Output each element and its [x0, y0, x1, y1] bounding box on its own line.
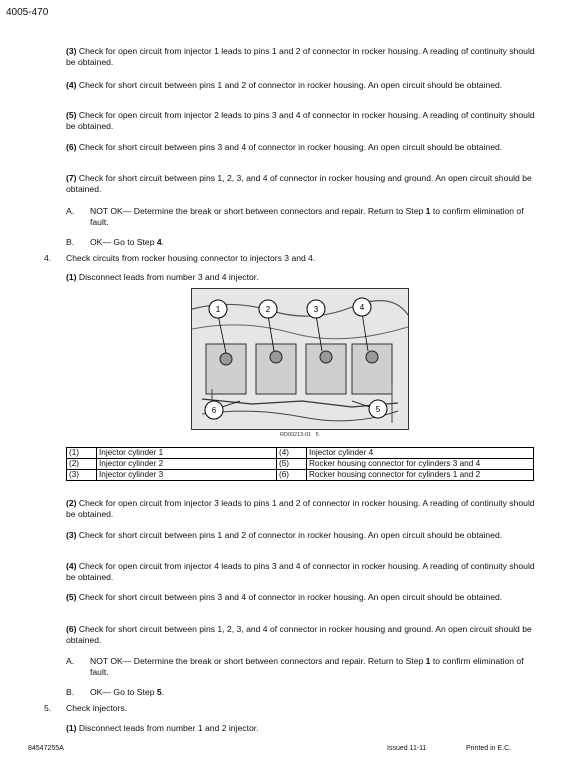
legend-num: (5) — [277, 459, 307, 470]
step-title: Check injectors. — [66, 703, 128, 713]
sub-step — [66, 272, 536, 283]
callout-6 — [205, 401, 223, 419]
callout-3-label: 3 — [313, 305, 319, 314]
callout-1 — [209, 300, 227, 318]
step-item-num: (4) — [66, 80, 77, 90]
option-b-label: B. — [66, 237, 75, 247]
step-item-num: (6) — [66, 142, 77, 152]
step-item-num: (3) — [66, 46, 77, 56]
legend-num: (2) — [67, 459, 97, 470]
option-a-label: A. — [66, 206, 75, 216]
step-item — [66, 142, 536, 153]
step-item-text: Check for open circuit from injector 3 leads to pins 1 and 2 of connector in rocker housing. A reading of continuity should be obtained. — [66, 498, 535, 520]
legend-num: (6) — [277, 470, 307, 481]
step-item — [66, 173, 536, 195]
step-item-num: (6) — [66, 624, 77, 634]
step-title: Check circuits from rocker housing connector to injectors 3 and 4. — [66, 253, 316, 263]
step-number: 5. — [44, 703, 52, 713]
callout-5-label: 5 — [375, 405, 381, 414]
step-item — [66, 530, 536, 541]
callout-4-label: 4 — [359, 303, 365, 312]
option-b-label: B. — [66, 687, 75, 697]
legend-desc: Injector cylinder 2 — [97, 459, 277, 470]
option-a-text — [90, 656, 536, 678]
callout-5 — [369, 400, 387, 418]
option-a-step: 1 — [425, 206, 431, 216]
callout-4 — [353, 298, 371, 316]
sub-step-text: Disconnect leads from number 1 and 2 injector. — [78, 723, 259, 733]
footer-printed: Printed in E.C. — [466, 745, 512, 752]
sub-step-num: (1) — [66, 723, 77, 733]
step-number: 4. — [44, 253, 52, 263]
step-item-num: (5) — [66, 110, 77, 120]
callout-2-label: 2 — [265, 305, 271, 314]
step-item — [66, 80, 536, 91]
step-item-num: (7) — [66, 173, 77, 183]
figure-caption-number: 5 — [315, 432, 319, 438]
legend-desc: Injector cylinder 3 — [97, 470, 277, 481]
legend-desc: Injector cylinder 4 — [307, 448, 534, 459]
step-item-text: Check for short circuit between pins 3 and 4 of connector in rocker housing. An open circuit should be obtained. — [78, 592, 503, 602]
option-a-text-end: to confirm elimination of fault. — [90, 206, 524, 228]
table-row — [67, 448, 534, 459]
option-b-text-main: OK— Go to Step — [90, 687, 157, 697]
step-item — [66, 592, 536, 603]
option-b-period: . — [161, 687, 165, 697]
step-item — [66, 46, 536, 68]
callout-6-label: 6 — [211, 406, 217, 415]
engine-injector-illustration — [191, 288, 409, 430]
option-b-text-main: OK— Go to Step — [90, 237, 157, 247]
legend-desc: Rocker housing connector for cylinders 3 and 4 — [307, 459, 534, 470]
legend-num: (1) — [67, 448, 97, 459]
step-item — [66, 561, 536, 583]
table-row — [67, 459, 534, 470]
callout-2 — [259, 300, 277, 318]
option-a-label: A. — [66, 656, 75, 666]
callout-3 — [307, 300, 325, 318]
option-b-text — [90, 687, 164, 698]
callout-1-label: 1 — [215, 305, 221, 314]
option-a-text-end: to confirm elimination of fault. — [90, 656, 524, 678]
sub-step-text: Disconnect leads from number 3 and 4 injector. — [78, 272, 259, 282]
step-item-text: Check for open circuit from injector 1 leads to pins 1 and 2 of connector in rocker housing. A reading of continuity should be obtained. — [66, 46, 535, 68]
step-item-num: (2) — [66, 498, 77, 508]
page-header-number: 4005-470 — [6, 7, 49, 18]
legend-desc: Rocker housing connector for cylinders 1 and 2 — [307, 470, 534, 481]
sub-step-num: (1) — [66, 272, 77, 282]
sub-step — [66, 723, 536, 734]
step-item-text: Check for short circuit between pins 1 and 2 of connector in rocker housing. An open circuit should be obtained. — [78, 530, 503, 540]
table-row — [67, 470, 534, 481]
figure-caption — [280, 432, 319, 438]
legend-table — [66, 447, 534, 481]
step-item — [66, 498, 536, 520]
step-item-num: (4) — [66, 561, 77, 571]
option-a-text-main: NOT OK— Determine the break or short between connectors and repair. Return to Step — [90, 656, 426, 666]
step-item-text: Check for short circuit between pins 1 and 2 of connector in rocker housing. An open circuit should be obtained. — [78, 80, 503, 90]
option-b-step: 4 — [156, 237, 162, 247]
step-item-text: Check for short circuit between pins 3 and 4 of connector in rocker housing. An open circuit should be obtained. — [78, 142, 503, 152]
figure-caption-id: RD00213-01 — [280, 432, 312, 438]
footer-issued: Issued 11-11 — [387, 745, 427, 752]
step-item-text: Check for open circuit from injector 4 leads to pins 3 and 4 of connector in rocker housing. A reading of continuity should be obtained. — [66, 561, 535, 583]
step-item — [66, 110, 536, 132]
step-item-num: (5) — [66, 592, 77, 602]
step-item — [66, 624, 536, 646]
step-item-text: Check for short circuit between pins 1, 2, 3, and 4 of connector in rocker housing and ground. An open circuit should be obtained. — [66, 624, 532, 646]
option-a-text — [90, 206, 536, 228]
engine-drawing — [192, 289, 408, 429]
step-item-text: Check for open circuit from injector 2 leads to pins 3 and 4 of connector in rocker housing. A reading of continuity should be obtained. — [66, 110, 535, 132]
option-a-step: 1 — [425, 656, 431, 666]
option-b-step: 5 — [156, 687, 162, 697]
footer-doc-number: 84547255A — [28, 745, 64, 752]
step-item-text: Check for short circuit between pins 1, 2, 3, and 4 of connector in rocker housing and ground. An open circuit should be obtained. — [66, 173, 532, 195]
legend-desc: Injector cylinder 1 — [97, 448, 277, 459]
legend-num: (3) — [67, 470, 97, 481]
option-b-period: . — [161, 237, 165, 247]
option-b-text — [90, 237, 164, 248]
step-item-num: (3) — [66, 530, 77, 540]
legend-num: (4) — [277, 448, 307, 459]
option-a-text-main: NOT OK— Determine the break or short between connectors and repair. Return to Step — [90, 206, 426, 216]
